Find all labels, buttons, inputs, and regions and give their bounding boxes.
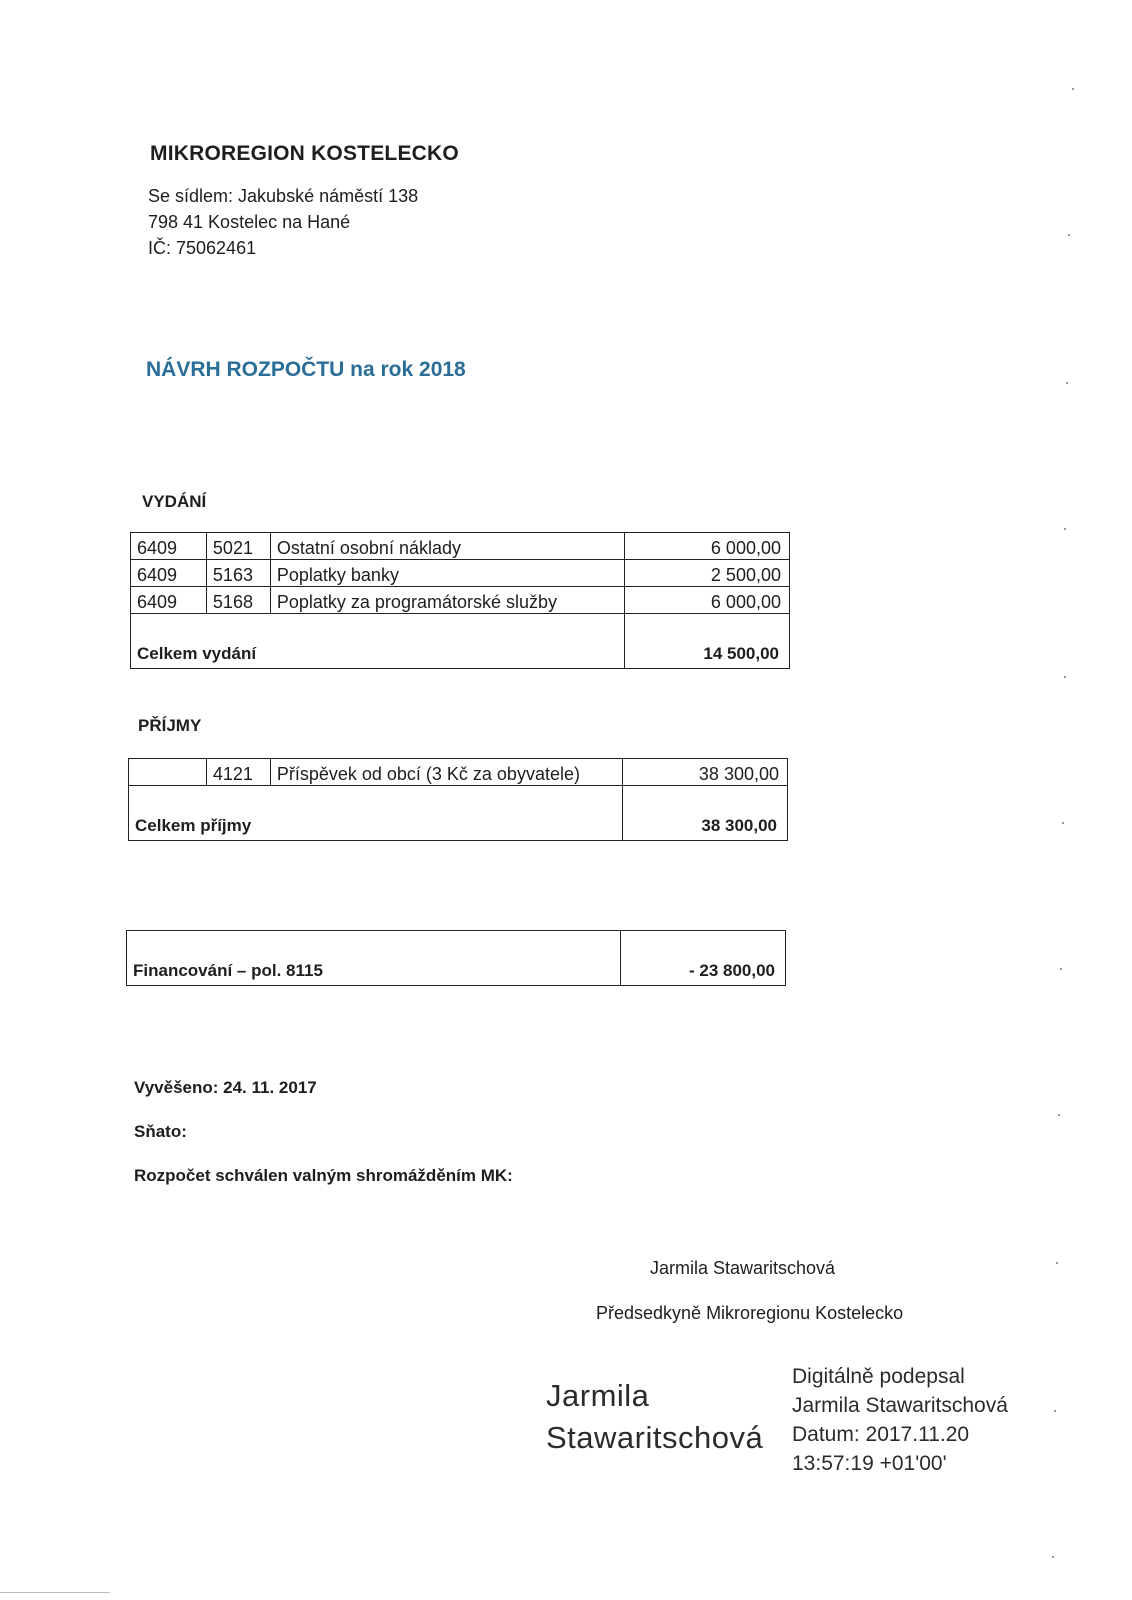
table-row xyxy=(131,587,790,614)
scan-speck xyxy=(1056,1262,1058,1264)
signature-meta-line-2: Jarmila Stawaritschová xyxy=(792,1394,1008,1417)
scan-speck xyxy=(1064,676,1066,678)
item-label: Poplatky za programátorské služby xyxy=(270,587,624,614)
table-row xyxy=(129,759,788,786)
table-row xyxy=(131,560,790,587)
item-label: Poplatky banky xyxy=(270,560,624,587)
scan-speck xyxy=(1064,528,1066,530)
company-id: IČ: 75062461 xyxy=(148,238,257,258)
scan-speck xyxy=(1054,1410,1056,1412)
signature-meta-line-4: 13:57:19 +01'00' xyxy=(792,1452,947,1475)
item-label: Příspěvek od obcí (3 Kč za obyvatele) xyxy=(270,759,622,786)
item-code: 5168 xyxy=(206,587,270,614)
item-amount: 6 000,00 xyxy=(625,587,790,614)
signature-meta-line-1: Digitálně podepsal xyxy=(792,1365,965,1388)
removed-date: Sňato: xyxy=(134,1122,187,1141)
section-code: 6409 xyxy=(131,560,207,587)
financing-value: - 23 800,00 xyxy=(621,931,786,986)
signatory-role: Předsedkyně Mikroregionu Kostelecko xyxy=(596,1303,904,1323)
posted-date: Vyvěšeno: 24. 11. 2017 xyxy=(134,1078,317,1097)
scan-speck xyxy=(1066,382,1068,384)
section-code: 6409 xyxy=(131,533,207,560)
address-line-2: 798 41 Kostelec na Hané xyxy=(148,212,351,232)
item-code: 5021 xyxy=(206,533,270,560)
item-label: Ostatní osobní náklady xyxy=(270,533,624,560)
item-amount: 2 500,00 xyxy=(625,560,790,587)
item-code: 4121 xyxy=(206,759,270,786)
signature-name-line-1: Jarmila xyxy=(546,1378,650,1413)
expenses-table xyxy=(130,532,790,669)
organization-name: MIKROREGION KOSTELECKO xyxy=(150,142,459,165)
table-row xyxy=(131,533,790,560)
financing-table xyxy=(126,930,786,986)
expenses-total-label: Celkem vydání xyxy=(131,614,625,669)
item-amount: 38 300,00 xyxy=(623,759,788,786)
item-amount: 6 000,00 xyxy=(625,533,790,560)
approval-note: Rozpočet schválen valným shromážděním MK: xyxy=(134,1166,513,1185)
scan-edge-line xyxy=(0,1592,110,1593)
scan-speck xyxy=(1072,88,1074,90)
income-total-label: Celkem příjmy xyxy=(129,786,623,841)
section-code: 6409 xyxy=(131,587,207,614)
expenses-heading: VYDÁNÍ xyxy=(142,492,207,511)
scan-speck xyxy=(1062,822,1064,824)
financing-row xyxy=(127,931,786,986)
income-table xyxy=(128,758,788,841)
income-heading: PŘÍJMY xyxy=(138,716,202,735)
address-line-1: Se sídlem: Jakubské náměstí 138 xyxy=(148,186,419,206)
signature-meta-line-3: Datum: 2017.11.20 xyxy=(792,1423,970,1446)
scan-speck xyxy=(1058,1114,1060,1116)
item-code: 5163 xyxy=(206,560,270,587)
scan-speck xyxy=(1052,1556,1054,1558)
income-total-value: 38 300,00 xyxy=(623,786,788,841)
document-title: NÁVRH ROZPOČTU na rok 2018 xyxy=(146,358,466,381)
scan-speck xyxy=(1060,968,1062,970)
financing-label: Financování – pol. 8115 xyxy=(127,931,621,986)
expenses-total-value: 14 500,00 xyxy=(625,614,790,669)
scan-speck xyxy=(1068,234,1070,236)
signature-name-line-2: Stawaritschová xyxy=(546,1420,764,1455)
total-row xyxy=(129,786,788,841)
section-code xyxy=(129,759,207,786)
total-row xyxy=(131,614,790,669)
signatory-name: Jarmila Stawaritschová xyxy=(650,1258,836,1278)
